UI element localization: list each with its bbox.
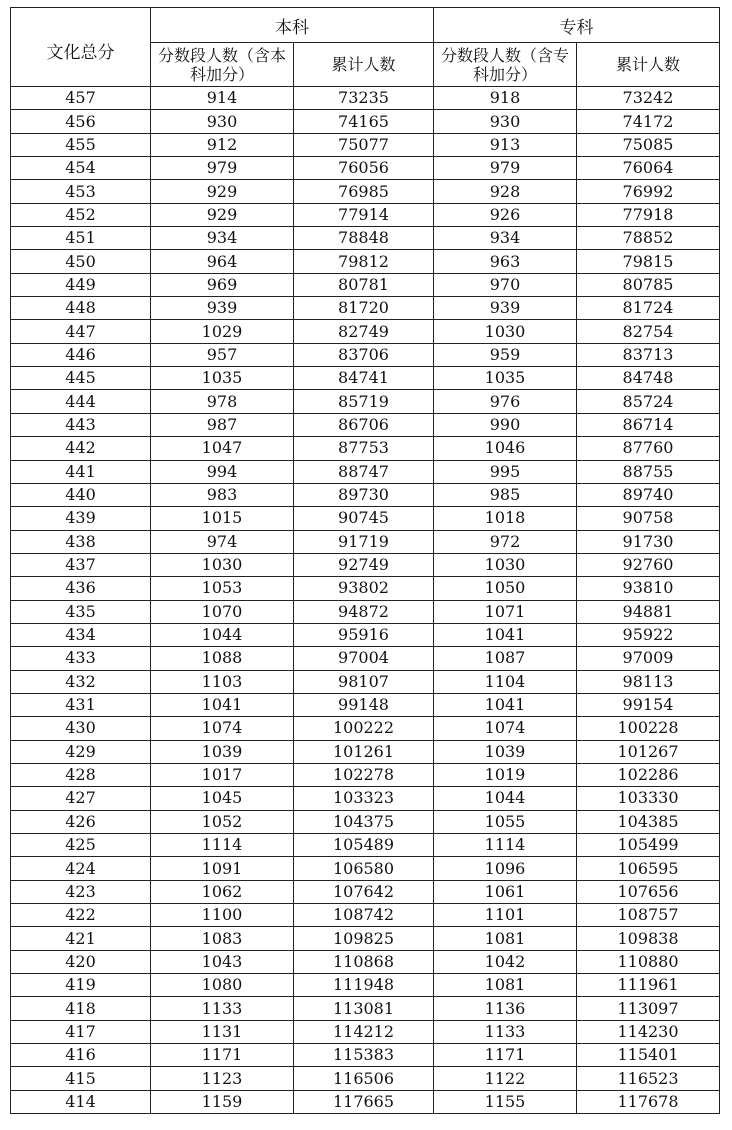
junior-college-segment-cell: 928 <box>434 180 577 203</box>
junior-college-cumulative-cell: 102286 <box>577 763 720 786</box>
undergraduate-group-header: 本科 <box>151 8 434 43</box>
junior-college-segment-cell: 1039 <box>434 740 577 763</box>
score-cell: 441 <box>11 460 151 483</box>
undergraduate-cumulative-cell: 108742 <box>294 904 434 927</box>
undergraduate-segment-cell: 929 <box>151 203 294 226</box>
undergraduate-cumulative-cell: 88747 <box>294 460 434 483</box>
junior-college-cumulative-cell: 111961 <box>577 974 720 997</box>
junior-college-segment-cell: 1041 <box>434 693 577 716</box>
undergraduate-cumulative-cell: 103323 <box>294 787 434 810</box>
score-cell: 445 <box>11 367 151 390</box>
undergraduate-segment-cell: 1052 <box>151 810 294 833</box>
junior-college-cumulative-cell: 115401 <box>577 1044 720 1067</box>
score-cell: 449 <box>11 273 151 296</box>
undergraduate-cumulative-cell: 99148 <box>294 693 434 716</box>
score-cell: 433 <box>11 647 151 670</box>
table-row <box>11 133 720 156</box>
score-cell: 422 <box>11 904 151 927</box>
table-row <box>11 834 720 857</box>
junior-college-segment-cell: 1030 <box>434 320 577 343</box>
undergraduate-segment-cell: 987 <box>151 413 294 436</box>
table-row <box>11 763 720 786</box>
table-row <box>11 227 720 250</box>
undergraduate-segment-cell: 1080 <box>151 974 294 997</box>
junior-college-segment-cell: 926 <box>434 203 577 226</box>
score-cell: 453 <box>11 180 151 203</box>
junior-college-cumulative-cell: 84748 <box>577 367 720 390</box>
junior-college-segment-cell: 930 <box>434 110 577 133</box>
junior-college-segment-cell: 1071 <box>434 600 577 623</box>
undergraduate-cumulative-cell: 84741 <box>294 367 434 390</box>
table-row <box>11 297 720 320</box>
table-row <box>11 1090 720 1113</box>
undergraduate-segment-cell: 934 <box>151 227 294 250</box>
score-cell: 448 <box>11 297 151 320</box>
junior-college-cumulative-cell: 77918 <box>577 203 720 226</box>
table-row <box>11 320 720 343</box>
undergraduate-segment-cell: 930 <box>151 110 294 133</box>
undergraduate-cumulative-cell: 107642 <box>294 880 434 903</box>
undergraduate-cumulative-cell: 82749 <box>294 320 434 343</box>
undergraduate-segment-cell: 1029 <box>151 320 294 343</box>
undergraduate-segment-cell: 1083 <box>151 927 294 950</box>
junior-college-cumulative-cell: 98113 <box>577 670 720 693</box>
undergraduate-cumulative-cell: 76056 <box>294 157 434 180</box>
junior-college-segment-cell: 1046 <box>434 437 577 460</box>
undergraduate-cumulative-cell: 111948 <box>294 974 434 997</box>
junior-college-segment-cell: 1030 <box>434 553 577 576</box>
junior-college-cumulative-cell: 114230 <box>577 1020 720 1043</box>
table-row <box>11 623 720 646</box>
score-cell: 444 <box>11 390 151 413</box>
undergraduate-cumulative-cell: 74165 <box>294 110 434 133</box>
junior-college-segment-cell: 1133 <box>434 1020 577 1043</box>
score-cell: 425 <box>11 834 151 857</box>
table-row <box>11 950 720 973</box>
undergraduate-cumulative-cell: 78848 <box>294 227 434 250</box>
table-row <box>11 904 720 927</box>
junior-college-segment-cell: 985 <box>434 483 577 506</box>
junior-college-segment-cell: 1096 <box>434 857 577 880</box>
junior-college-cumulative-header: 累计人数 <box>577 43 720 87</box>
table-row <box>11 1020 720 1043</box>
undergraduate-segment-cell: 994 <box>151 460 294 483</box>
score-cell: 452 <box>11 203 151 226</box>
undergraduate-cumulative-cell: 104375 <box>294 810 434 833</box>
score-column-header: 文化总分 <box>11 8 151 87</box>
undergraduate-segment-cell: 979 <box>151 157 294 180</box>
junior-college-segment-cell: 1087 <box>434 647 577 670</box>
junior-college-group-header: 专科 <box>434 8 720 43</box>
junior-college-segment-cell: 970 <box>434 273 577 296</box>
junior-college-cumulative-cell: 80785 <box>577 273 720 296</box>
score-cell: 421 <box>11 927 151 950</box>
table-row <box>11 880 720 903</box>
undergraduate-segment-cell: 957 <box>151 343 294 366</box>
undergraduate-cumulative-cell: 116506 <box>294 1067 434 1090</box>
undergraduate-segment-cell: 1171 <box>151 1044 294 1067</box>
junior-college-cumulative-cell: 88755 <box>577 460 720 483</box>
score-cell: 417 <box>11 1020 151 1043</box>
junior-college-segment-cell: 976 <box>434 390 577 413</box>
score-cell: 436 <box>11 577 151 600</box>
junior-college-segment-cell: 990 <box>434 413 577 436</box>
score-distribution-table <box>10 7 720 1114</box>
score-cell: 457 <box>11 87 151 110</box>
table-row <box>11 974 720 997</box>
table-row <box>11 250 720 273</box>
junior-college-cumulative-cell: 75085 <box>577 133 720 156</box>
junior-college-cumulative-cell: 106595 <box>577 857 720 880</box>
junior-college-segment-cell: 1081 <box>434 974 577 997</box>
table-row <box>11 647 720 670</box>
table-row <box>11 787 720 810</box>
undergraduate-segment-cell: 1131 <box>151 1020 294 1043</box>
undergraduate-cumulative-cell: 86706 <box>294 413 434 436</box>
junior-college-cumulative-cell: 110880 <box>577 950 720 973</box>
junior-college-cumulative-cell: 101267 <box>577 740 720 763</box>
undergraduate-cumulative-cell: 97004 <box>294 647 434 670</box>
table-row <box>11 87 720 110</box>
undergraduate-segment-cell: 1100 <box>151 904 294 927</box>
undergraduate-cumulative-cell: 76985 <box>294 180 434 203</box>
undergraduate-segment-cell: 969 <box>151 273 294 296</box>
undergraduate-cumulative-cell: 110868 <box>294 950 434 973</box>
table-row <box>11 1044 720 1067</box>
table-row <box>11 367 720 390</box>
score-cell: 426 <box>11 810 151 833</box>
undergraduate-cumulative-cell: 81720 <box>294 297 434 320</box>
table-row <box>11 810 720 833</box>
junior-college-cumulative-cell: 108757 <box>577 904 720 927</box>
table-row <box>11 1067 720 1090</box>
junior-college-cumulative-cell: 113097 <box>577 997 720 1020</box>
score-cell: 428 <box>11 763 151 786</box>
junior-college-cumulative-cell: 91730 <box>577 530 720 553</box>
undergraduate-cumulative-header: 累计人数 <box>294 43 434 87</box>
undergraduate-segment-cell: 964 <box>151 250 294 273</box>
undergraduate-segment-cell: 1091 <box>151 857 294 880</box>
score-cell: 415 <box>11 1067 151 1090</box>
score-cell: 419 <box>11 974 151 997</box>
junior-college-segment-cell: 995 <box>434 460 577 483</box>
undergraduate-segment-cell: 912 <box>151 133 294 156</box>
undergraduate-segment-cell: 978 <box>151 390 294 413</box>
undergraduate-segment-cell: 1088 <box>151 647 294 670</box>
table-row <box>11 413 720 436</box>
undergraduate-segment-cell: 939 <box>151 297 294 320</box>
undergraduate-segment-cell: 1123 <box>151 1067 294 1090</box>
undergraduate-cumulative-cell: 89730 <box>294 483 434 506</box>
score-cell: 420 <box>11 950 151 973</box>
junior-college-segment-cell: 1114 <box>434 834 577 857</box>
undergraduate-segment-cell: 1015 <box>151 507 294 530</box>
table-row <box>11 203 720 226</box>
junior-college-segment-cell: 1155 <box>434 1090 577 1113</box>
junior-college-segment-cell: 1081 <box>434 927 577 950</box>
table-row <box>11 157 720 180</box>
junior-college-segment-cell: 1018 <box>434 507 577 530</box>
undergraduate-cumulative-cell: 100222 <box>294 717 434 740</box>
junior-college-segment-cell: 979 <box>434 157 577 180</box>
score-cell: 424 <box>11 857 151 880</box>
undergraduate-cumulative-cell: 105489 <box>294 834 434 857</box>
junior-college-cumulative-cell: 81724 <box>577 297 720 320</box>
undergraduate-segment-cell: 1103 <box>151 670 294 693</box>
table-row <box>11 553 720 576</box>
score-cell: 430 <box>11 717 151 740</box>
table-body <box>11 87 720 1114</box>
undergraduate-cumulative-cell: 85719 <box>294 390 434 413</box>
undergraduate-segment-cell: 1047 <box>151 437 294 460</box>
score-cell: 414 <box>11 1090 151 1113</box>
undergraduate-cumulative-cell: 92749 <box>294 553 434 576</box>
undergraduate-cumulative-cell: 101261 <box>294 740 434 763</box>
junior-college-cumulative-cell: 73242 <box>577 87 720 110</box>
score-cell: 450 <box>11 250 151 273</box>
junior-college-segment-cell: 1041 <box>434 623 577 646</box>
undergraduate-cumulative-cell: 106580 <box>294 857 434 880</box>
junior-college-segment-cell: 1035 <box>434 367 577 390</box>
table-row <box>11 717 720 740</box>
junior-college-cumulative-cell: 105499 <box>577 834 720 857</box>
undergraduate-cumulative-cell: 93802 <box>294 577 434 600</box>
undergraduate-cumulative-cell: 80781 <box>294 273 434 296</box>
score-cell: 438 <box>11 530 151 553</box>
score-cell: 437 <box>11 553 151 576</box>
table-row <box>11 180 720 203</box>
junior-college-cumulative-cell: 78852 <box>577 227 720 250</box>
undergraduate-segment-cell: 929 <box>151 180 294 203</box>
junior-college-segment-header: 分数段人数（含专科加分） <box>434 43 577 87</box>
table-row <box>11 273 720 296</box>
table-row <box>11 437 720 460</box>
table-row <box>11 460 720 483</box>
table-row <box>11 857 720 880</box>
undergraduate-cumulative-cell: 90745 <box>294 507 434 530</box>
undergraduate-cumulative-cell: 109825 <box>294 927 434 950</box>
undergraduate-segment-header: 分数段人数（含本科加分） <box>151 43 294 87</box>
junior-college-cumulative-cell: 74172 <box>577 110 720 133</box>
junior-college-cumulative-cell: 100228 <box>577 717 720 740</box>
undergraduate-segment-cell: 1159 <box>151 1090 294 1113</box>
junior-college-cumulative-cell: 95922 <box>577 623 720 646</box>
score-cell: 423 <box>11 880 151 903</box>
junior-college-segment-cell: 918 <box>434 87 577 110</box>
undergraduate-cumulative-cell: 73235 <box>294 87 434 110</box>
score-cell: 440 <box>11 483 151 506</box>
score-cell: 416 <box>11 1044 151 1067</box>
undergraduate-cumulative-cell: 91719 <box>294 530 434 553</box>
table-row <box>11 390 720 413</box>
junior-college-segment-cell: 939 <box>434 297 577 320</box>
junior-college-cumulative-cell: 87760 <box>577 437 720 460</box>
undergraduate-cumulative-cell: 117665 <box>294 1090 434 1113</box>
junior-college-segment-cell: 1044 <box>434 787 577 810</box>
table-row <box>11 600 720 623</box>
undergraduate-segment-cell: 914 <box>151 87 294 110</box>
junior-college-cumulative-cell: 86714 <box>577 413 720 436</box>
junior-college-cumulative-cell: 83713 <box>577 343 720 366</box>
undergraduate-segment-cell: 1045 <box>151 787 294 810</box>
score-cell: 447 <box>11 320 151 343</box>
table-row <box>11 693 720 716</box>
junior-college-cumulative-cell: 82754 <box>577 320 720 343</box>
junior-college-segment-cell: 1055 <box>434 810 577 833</box>
table-row <box>11 927 720 950</box>
junior-college-cumulative-cell: 99154 <box>577 693 720 716</box>
undergraduate-segment-cell: 1030 <box>151 553 294 576</box>
undergraduate-cumulative-cell: 102278 <box>294 763 434 786</box>
junior-college-cumulative-cell: 116523 <box>577 1067 720 1090</box>
junior-college-cumulative-cell: 89740 <box>577 483 720 506</box>
table-row <box>11 670 720 693</box>
junior-college-cumulative-cell: 93810 <box>577 577 720 600</box>
undergraduate-cumulative-cell: 115383 <box>294 1044 434 1067</box>
undergraduate-segment-cell: 1041 <box>151 693 294 716</box>
score-cell: 435 <box>11 600 151 623</box>
junior-college-cumulative-cell: 76064 <box>577 157 720 180</box>
table-row <box>11 577 720 600</box>
score-cell: 454 <box>11 157 151 180</box>
undergraduate-segment-cell: 1044 <box>151 623 294 646</box>
junior-college-segment-cell: 1061 <box>434 880 577 903</box>
junior-college-cumulative-cell: 94881 <box>577 600 720 623</box>
undergraduate-segment-cell: 1133 <box>151 997 294 1020</box>
junior-college-cumulative-cell: 109838 <box>577 927 720 950</box>
junior-college-segment-cell: 1171 <box>434 1044 577 1067</box>
undergraduate-segment-cell: 1053 <box>151 577 294 600</box>
undergraduate-cumulative-cell: 83706 <box>294 343 434 366</box>
score-cell: 443 <box>11 413 151 436</box>
junior-college-segment-cell: 1104 <box>434 670 577 693</box>
undergraduate-cumulative-cell: 87753 <box>294 437 434 460</box>
junior-college-cumulative-cell: 104385 <box>577 810 720 833</box>
table-row <box>11 740 720 763</box>
undergraduate-segment-cell: 1017 <box>151 763 294 786</box>
undergraduate-cumulative-cell: 113081 <box>294 997 434 1020</box>
junior-college-segment-cell: 1136 <box>434 997 577 1020</box>
junior-college-segment-cell: 1042 <box>434 950 577 973</box>
undergraduate-cumulative-cell: 75077 <box>294 133 434 156</box>
junior-college-segment-cell: 1019 <box>434 763 577 786</box>
junior-college-cumulative-cell: 92760 <box>577 553 720 576</box>
junior-college-segment-cell: 959 <box>434 343 577 366</box>
junior-college-cumulative-cell: 79815 <box>577 250 720 273</box>
score-cell: 434 <box>11 623 151 646</box>
undergraduate-segment-cell: 1043 <box>151 950 294 973</box>
undergraduate-cumulative-cell: 95916 <box>294 623 434 646</box>
undergraduate-segment-cell: 1062 <box>151 880 294 903</box>
undergraduate-segment-cell: 1070 <box>151 600 294 623</box>
table-row <box>11 530 720 553</box>
junior-college-segment-cell: 1050 <box>434 577 577 600</box>
undergraduate-cumulative-cell: 98107 <box>294 670 434 693</box>
junior-college-cumulative-cell: 76992 <box>577 180 720 203</box>
undergraduate-segment-cell: 1074 <box>151 717 294 740</box>
score-cell: 451 <box>11 227 151 250</box>
undergraduate-segment-cell: 1114 <box>151 834 294 857</box>
score-cell: 439 <box>11 507 151 530</box>
table-row <box>11 507 720 530</box>
undergraduate-cumulative-cell: 94872 <box>294 600 434 623</box>
undergraduate-cumulative-cell: 114212 <box>294 1020 434 1043</box>
junior-college-cumulative-cell: 97009 <box>577 647 720 670</box>
score-cell: 442 <box>11 437 151 460</box>
header-row-1 <box>11 8 720 43</box>
table-row <box>11 110 720 133</box>
undergraduate-segment-cell: 1035 <box>151 367 294 390</box>
undergraduate-segment-cell: 983 <box>151 483 294 506</box>
junior-college-segment-cell: 963 <box>434 250 577 273</box>
score-cell: 456 <box>11 110 151 133</box>
junior-college-cumulative-cell: 90758 <box>577 507 720 530</box>
undergraduate-segment-cell: 974 <box>151 530 294 553</box>
junior-college-segment-cell: 1074 <box>434 717 577 740</box>
junior-college-segment-cell: 1122 <box>434 1067 577 1090</box>
undergraduate-segment-cell: 1039 <box>151 740 294 763</box>
junior-college-cumulative-cell: 85724 <box>577 390 720 413</box>
score-cell: 455 <box>11 133 151 156</box>
junior-college-segment-cell: 913 <box>434 133 577 156</box>
junior-college-cumulative-cell: 107656 <box>577 880 720 903</box>
junior-college-segment-cell: 934 <box>434 227 577 250</box>
score-cell: 418 <box>11 997 151 1020</box>
undergraduate-cumulative-cell: 77914 <box>294 203 434 226</box>
score-cell: 427 <box>11 787 151 810</box>
table-row <box>11 483 720 506</box>
junior-college-cumulative-cell: 117678 <box>577 1090 720 1113</box>
score-cell: 431 <box>11 693 151 716</box>
junior-college-cumulative-cell: 103330 <box>577 787 720 810</box>
table-row <box>11 343 720 366</box>
junior-college-segment-cell: 972 <box>434 530 577 553</box>
score-cell: 446 <box>11 343 151 366</box>
undergraduate-cumulative-cell: 79812 <box>294 250 434 273</box>
score-cell: 432 <box>11 670 151 693</box>
junior-college-segment-cell: 1101 <box>434 904 577 927</box>
score-cell: 429 <box>11 740 151 763</box>
table-row <box>11 997 720 1020</box>
